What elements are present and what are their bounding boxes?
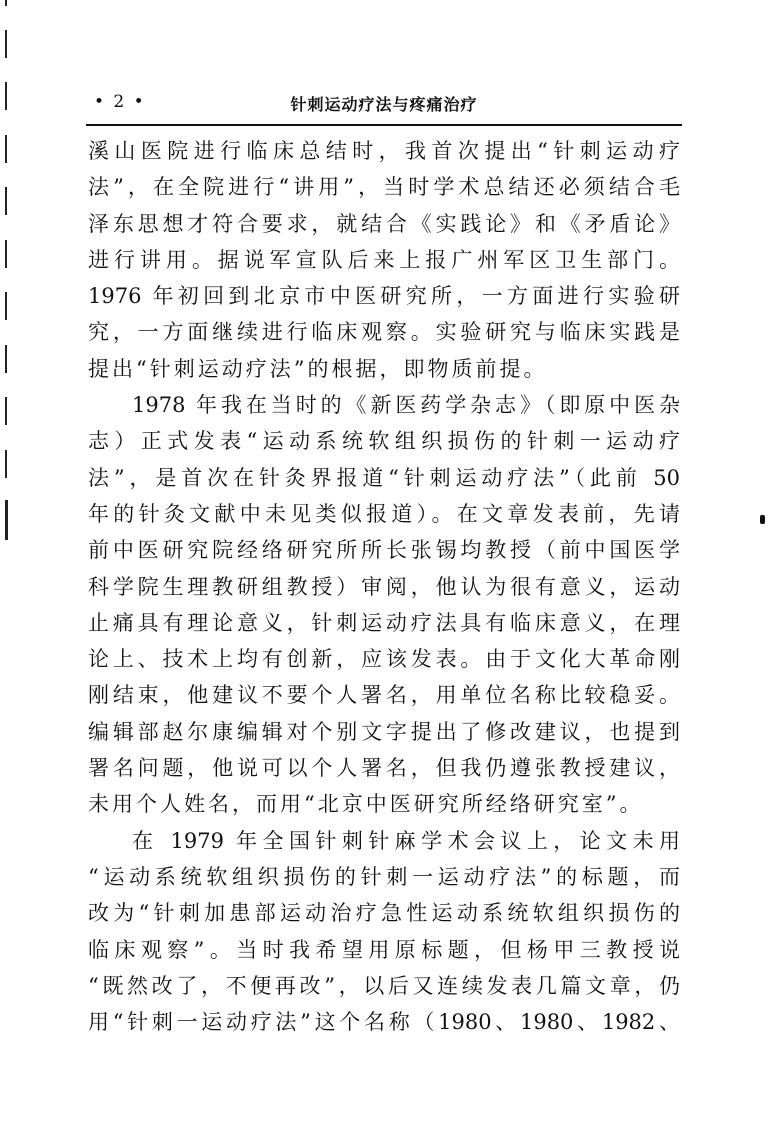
text-line: “既然改了，不便再改”，以后又连续发表几篇文章，仍 (88, 973, 680, 998)
scan-margin-line (5, 500, 8, 540)
scan-margin-line (5, 292, 7, 320)
text-line: 进行讲用。据说军宣队后来上报广州军区卫生部门。 (88, 247, 680, 272)
scan-margin-line (5, 187, 7, 215)
scan-margin-line (5, 397, 7, 425)
scan-margin-line (5, 345, 7, 373)
text-line: 1976 年初回到北京市中医研究所，一方面进行实验研 (88, 284, 680, 309)
scan-margin-line (5, 82, 7, 110)
text-line: 用“针刺一运动疗法”这个名称（1980、1980、1982、 (88, 1010, 680, 1035)
text-line: 论上、技术上均有创新，应该发表。由于文化大革命刚 (88, 647, 680, 672)
scan-margin-line (5, 135, 7, 163)
text-line: 临床观察”。当时我希望用原标题，但杨甲三教授说 (88, 937, 680, 962)
text-line: 改为“针刺加患部运动治疗急性运动系统软组织损伤的 (88, 901, 680, 926)
text-line: 科学院生理教研组教授）审阅，他认为很有意义，运动 (88, 574, 680, 599)
text-line: 1978 年我在当时的《新医药学杂志》（即原中医杂 (132, 393, 680, 418)
text-line: 在 1979 年全国针刺针麻学术会议上，论文未用 (132, 828, 680, 853)
running-title: 针刺运动疗法与疼痛治疗 (290, 95, 478, 114)
scan-margin-line (5, 0, 7, 6)
text-line: 编辑部赵尔康编辑对个别文字提出了修改建议，也提到 (88, 719, 680, 744)
text-line: 志）正式发表“运动系统软组织损伤的针刺一运动疗 (88, 429, 680, 454)
text-line: “运动系统软组织损伤的针刺一运动疗法”的标题，而 (88, 864, 680, 889)
body-text (88, 133, 680, 1040)
scan-margin-line (5, 240, 7, 268)
scan-margin-line (5, 30, 7, 58)
text-line: 年的针灸文献中未见类似报道）。在文章发表前，先请 (88, 501, 680, 526)
scan-speck (760, 515, 765, 524)
text-line: 刚结束，他建议不要个人署名，用单位名称比较稳妥。 (88, 683, 680, 708)
text-line: 署名问题，他说可以个人署名，但我仍遵张教授建议， (88, 756, 680, 781)
text-line: 泽东思想才符合要求，就结合《实践论》和《矛盾论》 (88, 211, 680, 236)
text-line: 法”，在全院进行“讲用”，当时学术总结还必须结合毛 (88, 175, 680, 200)
header-rule (86, 124, 682, 126)
text-line: 法”，是首次在针灸界报道“针刺运动疗法”（此前 50 (88, 465, 680, 490)
text-line: 未用个人姓名，而用“北京中医研究所经络研究室”。 (88, 792, 644, 817)
scan-margin-line (5, 450, 7, 478)
page-number: • 2 • (94, 92, 146, 112)
text-line: 提出“针刺运动疗法”的根据，即物质前提。 (88, 356, 548, 381)
page-header (88, 90, 680, 118)
text-line: 止痛具有理论意义，针刺运动疗法具有临床意义，在理 (88, 610, 680, 635)
text-line: 溪山医院进行临床总结时，我首次提出“针刺运动疗 (88, 139, 680, 163)
text-line: 究，一方面继续进行临床观察。实验研究与临床实践是 (88, 320, 680, 345)
text-line: 前中医研究院经络研究所所长张锡均教授（前中国医学 (88, 538, 680, 563)
